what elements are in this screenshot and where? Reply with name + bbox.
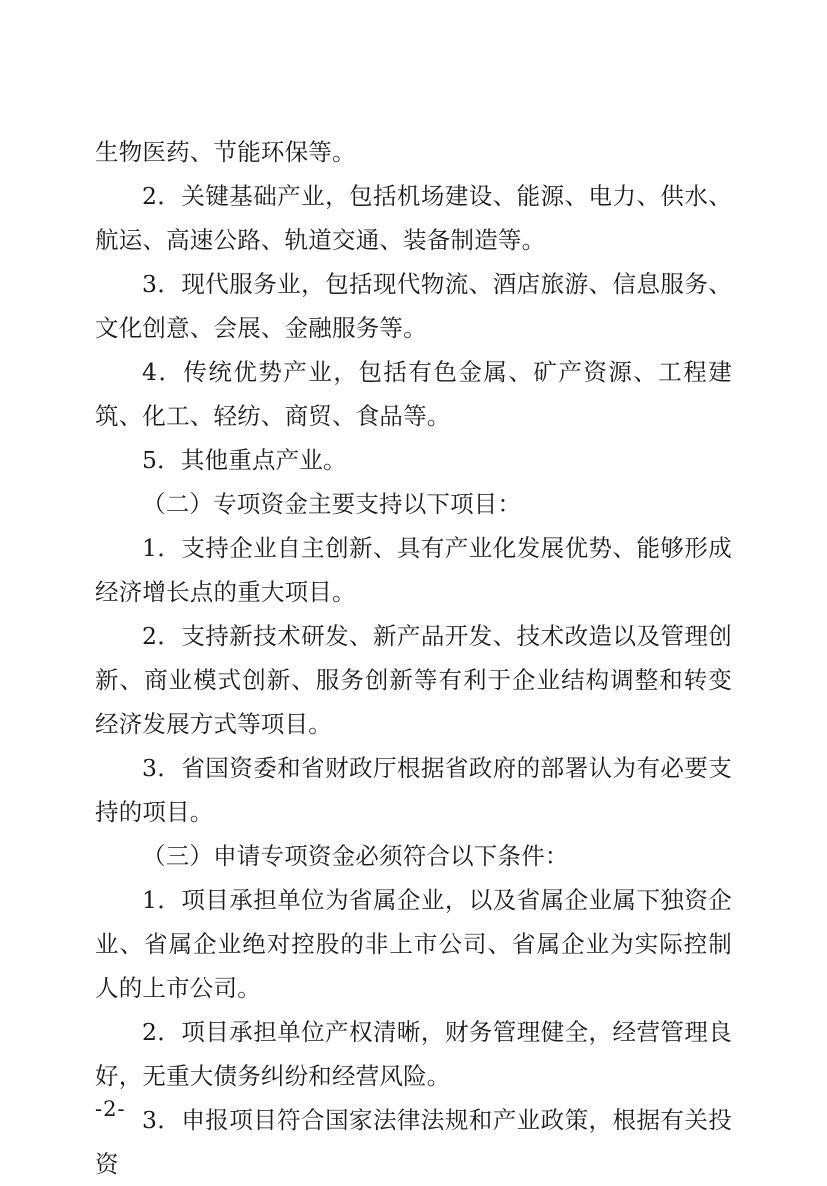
paragraph: 3．申报项目符合国家法律法规和产业政策，根据有关投资 (95, 1106, 732, 1178)
paragraph: 3．现代服务业，包括现代物流、酒店旅游、信息服务、文化创意、会展、金融服务等。 (95, 270, 732, 342)
document-body (95, 130, 732, 1186)
paragraph: 2．支持新技术研发、新产品开发、技术改造以及管理创新、商业模式创新、服务创新等有利于企业结构调整和转变经济发展方式等项目。 (95, 622, 732, 738)
paragraph: 生物医药、节能环保等。 (95, 138, 356, 166)
paragraph: 2．项目承担单位产权清晰，财务管理健全，经营管理良好，无重大债务纠纷和经营风险。 (95, 1018, 732, 1090)
page-number: -2- (95, 1097, 126, 1121)
paragraph: 3．省国资委和省财政厅根据省政府的部署认为有必要支持的项目。 (95, 754, 732, 826)
paragraph: 2．关键基础产业，包括机场建设、能源、电力、供水、航运、高速公路、轨道交通、装备制造等。 (95, 182, 732, 254)
paragraph: （二）专项资金主要支持以下项目： (142, 490, 522, 518)
paragraph: （三）申请专项资金必须符合以下条件： (142, 842, 569, 870)
paragraph: 1．项目承担单位为省属企业，以及省属企业属下独资企业、省属企业绝对控股的非上市公司、省属企业为实际控制人的上市公司。 (95, 886, 732, 1002)
paragraph: 5．其他重点产业。 (142, 446, 347, 474)
paragraph: 4．传统优势产业，包括有色金属、矿产资源、工程建筑、化工、轻纺、商贸、食品等。 (95, 358, 732, 430)
paragraph: 1．支持企业自主创新、具有产业化发展优势、能够形成经济增长点的重大项目。 (95, 534, 732, 606)
